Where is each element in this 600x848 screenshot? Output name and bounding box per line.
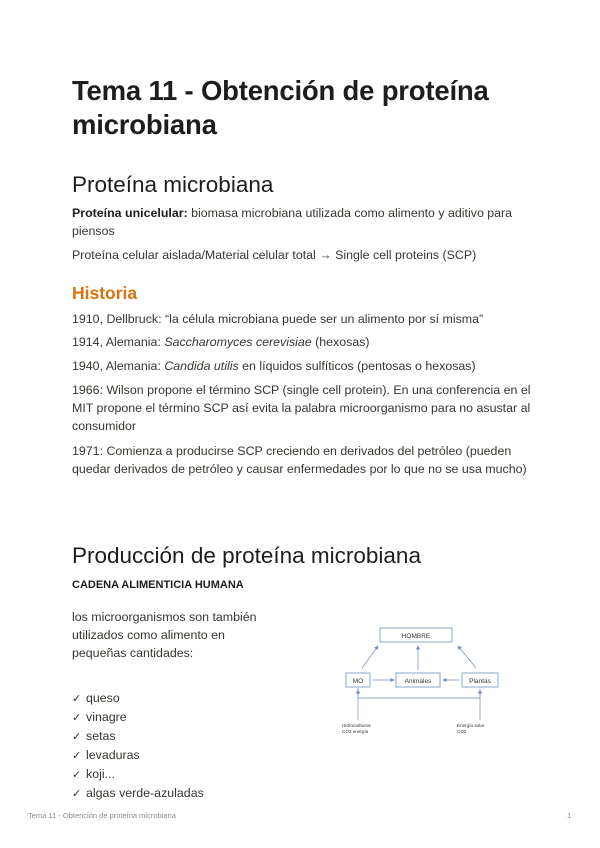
food-chain-diagram bbox=[338, 626, 518, 738]
subheading-cadena-alimenticia: CADENA ALIMENTICIA HUMANA bbox=[72, 579, 244, 591]
arrow-mo-to-hombre bbox=[362, 646, 378, 668]
list-item-label: koji... bbox=[86, 767, 115, 781]
list-item bbox=[72, 746, 204, 765]
scp-paragraph: Proteína celular aislada/Material celular total → Single cell proteins (SCP) bbox=[72, 248, 477, 262]
note-hidrocarburos: Hidrocarburos bbox=[342, 723, 371, 728]
checkmark-icon: ✓ bbox=[72, 788, 82, 800]
history-entry-1914-suffix: (hexosas) bbox=[311, 335, 370, 349]
history-entry-1910: 1910, Dellbruck: “la célula microbiana puede ser un alimento por sí misma” bbox=[72, 312, 484, 326]
checkmark-icon: ✓ bbox=[72, 712, 82, 724]
list-item-label: algas verde-azuladas bbox=[86, 786, 204, 800]
definition-text: biomasa microbiana utilizada como alimento y aditivo para piensos bbox=[72, 206, 513, 239]
food-microorganism-list bbox=[72, 689, 204, 803]
list-item-label: levaduras bbox=[86, 748, 140, 762]
history-entry-1940 bbox=[72, 357, 532, 375]
label-hombre: HOMBRE bbox=[401, 633, 431, 640]
checkmark-icon: ✓ bbox=[72, 769, 82, 781]
list-item bbox=[72, 727, 204, 746]
species-name-candida: Candida utilis bbox=[164, 359, 239, 373]
checkmark-icon: ✓ bbox=[72, 731, 82, 743]
checkmark-icon: ✓ bbox=[72, 750, 82, 762]
history-entry-1966: 1966: Wilson propone el término SCP (single cell protein). En una conferencia en el MIT propone el término SCP así evita la palabra microorganismo para no asustar al consumidor bbox=[72, 383, 531, 434]
list-item-label: queso bbox=[86, 691, 120, 705]
label-plantas: Plantas bbox=[469, 678, 491, 685]
page-title: Tema 11 - Obtención de proteína microbiana bbox=[72, 75, 489, 140]
intro-paragraph bbox=[72, 608, 312, 663]
list-item bbox=[72, 784, 204, 803]
connector-mo-plantas bbox=[358, 688, 480, 698]
history-entry-1971: 1971: Comienza a producirse SCP creciendo en derivados del petróleo (pueden quedar derivados de petróleo y causar enfermedades por lo que no se usa mucho) bbox=[72, 444, 527, 477]
section-heading-historia: Historia bbox=[72, 283, 138, 303]
definition-paragraph bbox=[72, 204, 532, 240]
section-heading-proteina-microbiana: Proteína microbiana bbox=[72, 172, 274, 197]
intro-line-2: utilizados como alimento en bbox=[72, 628, 225, 643]
label-animales: Animales bbox=[404, 678, 432, 685]
history-entry-1914 bbox=[72, 333, 532, 351]
list-item bbox=[72, 765, 204, 784]
definition-term: Proteína unicelular: bbox=[72, 206, 188, 220]
section-heading-produccion: Producción de proteína microbiana bbox=[72, 543, 421, 568]
page-number: 1 bbox=[567, 811, 572, 820]
list-item-label: setas bbox=[86, 729, 116, 743]
checkmark-icon: ✓ bbox=[72, 693, 82, 705]
history-entry-1914-prefix: 1914, Alemania: bbox=[72, 335, 165, 349]
history-entry-1940-suffix: en líquidos sulfíticos (pentosas o hexosas) bbox=[238, 359, 476, 373]
note-co2: CO2 bbox=[457, 729, 467, 734]
page-footer: Tema 11 - Obtención de proteína microbiana bbox=[28, 811, 176, 820]
note-energia-solar: Energía solar bbox=[457, 723, 485, 728]
arrow-plantas-to-hombre bbox=[458, 646, 476, 668]
intro-line-1: los microorganismos son también bbox=[72, 610, 257, 624]
list-item bbox=[72, 708, 204, 727]
note-co2-energia: CO2 energía bbox=[342, 729, 369, 734]
label-mo: MO bbox=[352, 678, 364, 685]
list-item-label: vinagre bbox=[86, 710, 127, 724]
list-item bbox=[72, 689, 204, 708]
species-name-saccharomyces: Saccharomyces cerevisiae bbox=[164, 335, 312, 349]
intro-line-3: pequeñas cantidades: bbox=[72, 646, 194, 661]
history-entry-1940-prefix: 1940, Alemania: bbox=[72, 359, 165, 373]
